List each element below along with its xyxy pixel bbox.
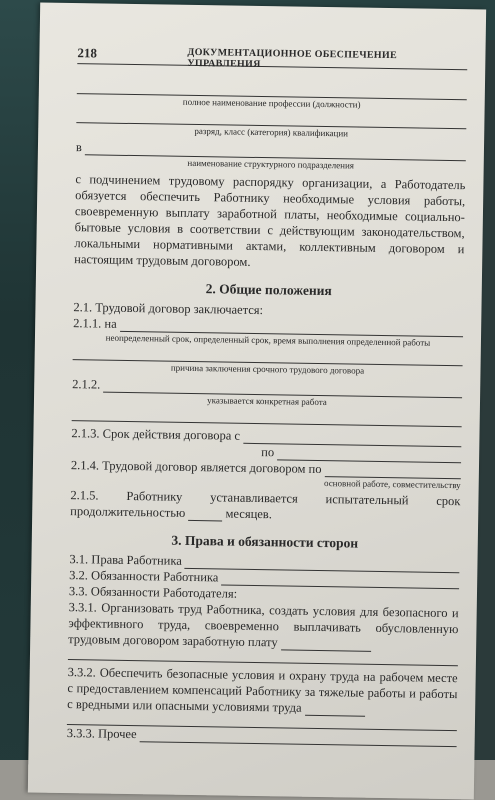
profession-caption: полное наименование профессии (должности) — [182, 96, 361, 110]
clause-2-1-5-text: 2.1.5. Работнику устанавливается испытательный срок продолжительностью — [70, 488, 461, 520]
intro-paragraph: с подчинением трудовому распорядку организации, а Работодатель обязуется обеспечить Работнику необходимые условия работы, своевременную выплату заработной платы, необходимые социально-бытовые условия в соответствии с действующим законодательством, локальными нормативными актами, коллективным договором и настоящим трудовым договором. — [74, 172, 466, 269]
work-caption: указывается конкретная работа — [207, 395, 327, 408]
clause-3-2: 3.2. Обязанности Работника — [69, 568, 219, 585]
clause-3-3-2-text: 3.3.2. Обеспечить безопасные условия и охрану труда на рабочем месте с предоставлением компенсаций Работнику за тяжелые работы и работы с вредными или опасными условиями труда — [67, 665, 458, 715]
term-caption: неопределенный срок, определенный срок, время выполнения определенной работы — [105, 332, 431, 348]
clause-2-1-3: 2.1.3. Срок действия договора с — [71, 426, 241, 443]
clause-3-3-2 — [67, 664, 458, 718]
end-date-label: по — [261, 445, 275, 460]
clause-2-1-1: 2.1.1. на — [73, 316, 117, 331]
running-head: ДОКУМЕНТАЦИОННОЕ ОБЕСПЕЧЕНИЕ УПРАВЛЕНИЯ — [187, 46, 398, 71]
other-field — [139, 729, 456, 747]
page-number: 218 — [77, 45, 98, 61]
clause-2-1-5-unit: месяцев. — [225, 506, 273, 522]
clause-3-1: 3.1. Права Работника — [69, 552, 182, 568]
clause-3-3-1 — [68, 599, 459, 653]
probation-field — [188, 508, 222, 522]
clause-3-3-1-text: 3.3.1. Организовать труд Работника, создать условия для безопасного и эффективного труда, своевременно выплачивать обусловленную трудовым договором заработную плату — [68, 600, 459, 650]
clause-3-3-3: 3.3.3. Прочее — [66, 726, 137, 742]
page-content — [67, 81, 467, 747]
dept-caption: наименование структурного подразделения — [187, 157, 355, 171]
clause-2-1-5 — [70, 487, 460, 525]
section-3-title: 3. Права и обязанности сторон — [171, 532, 359, 551]
section-2-title: 2. Общие положения — [205, 281, 332, 299]
grade-caption: разряд, класс (категория) квалификации — [194, 125, 349, 139]
clause-3-3: 3.3. Обязанности Работодателя: — [68, 584, 238, 601]
dept-prefix: в — [75, 140, 82, 155]
book-page — [28, 3, 486, 800]
page-header — [77, 43, 467, 70]
clause-2-1-4: 2.1.4. Трудовой договор является договором по — [70, 458, 322, 477]
hazard-field — [305, 703, 365, 717]
salary-field — [281, 637, 371, 651]
contract-type-caption: основной работе, совместительству — [323, 478, 461, 491]
clause-2-1-2: 2.1.2. — [72, 377, 101, 392]
clause-2-1: 2.1. Трудовой договор заключается: — [73, 300, 264, 318]
reason-caption: причина заключения срочного трудового договора — [170, 362, 365, 376]
